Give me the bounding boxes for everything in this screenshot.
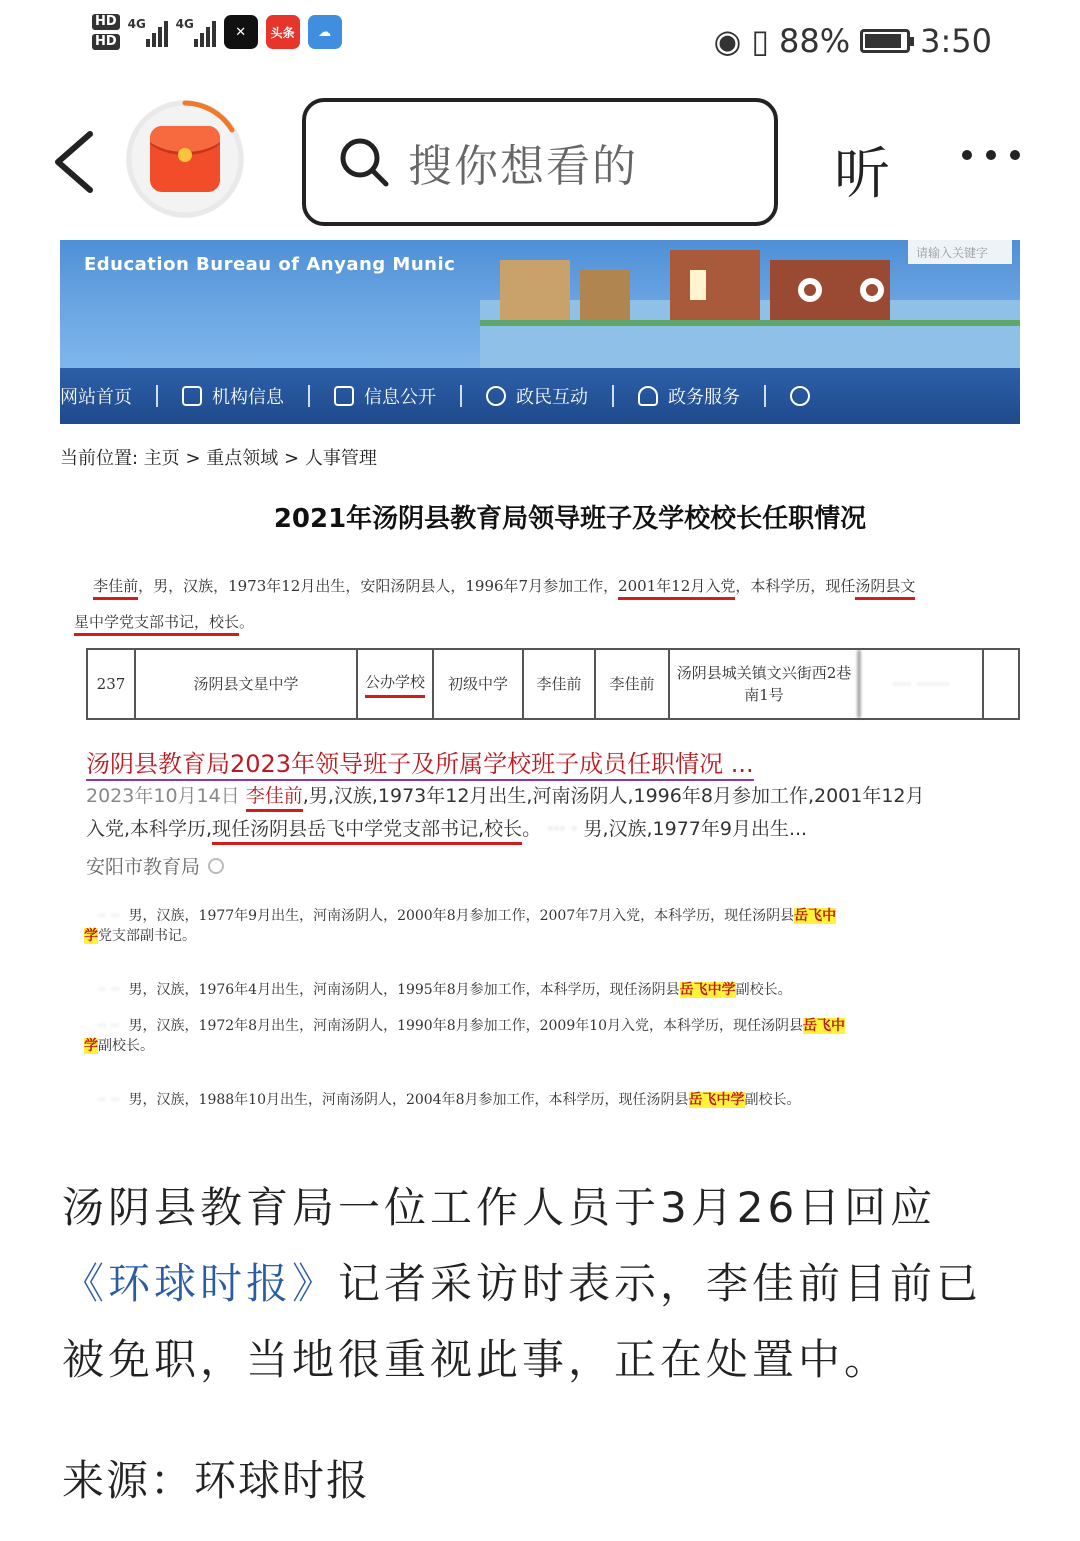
top-nav (0, 94, 1080, 234)
back-arrow-icon[interactable] (50, 130, 98, 194)
search-result-source: 安阳市教育局 (86, 852, 224, 879)
toutiao-app-icon: 头条 (266, 15, 300, 49)
table-cell: 公办学校 (365, 671, 425, 698)
table-cell: 237 (86, 650, 134, 718)
battery-percent: 88% (779, 22, 851, 60)
cap-icon (790, 386, 810, 406)
source-icon (208, 858, 224, 874)
search-box[interactable] (302, 98, 778, 226)
table-cell: 李佳前 (522, 650, 594, 718)
menu-org: 机构信息 (158, 383, 308, 409)
table-cell: 李佳前 (594, 650, 668, 718)
weather-app-icon: ☁ (308, 15, 342, 49)
site-menu (60, 368, 1020, 424)
article-image[interactable] (60, 240, 1020, 1122)
list-item: ·· ·· 男，汉族，1988年10月出生，河南汤阴人，2004年8月参加工作，本科学历，现任汤阴县岳飞中学副校长。 (97, 1092, 801, 1108)
banner-search-input: 请输入关键字 (908, 240, 1012, 264)
document-icon (334, 386, 354, 406)
list-item: ·· ·· 男，汉族，1977年9月出生，河南汤阴人，2000年8月参加工作，2007年7月入党，本科学历，现任汤阴县岳飞中 学党支部副书记。 (84, 908, 837, 944)
table-cell: 初级中学 (432, 650, 522, 718)
site-banner (60, 240, 1020, 368)
document-title: 2021年汤阴县教育局领导班子及学校校长任职情况 (273, 504, 867, 534)
vibrate-icon: ▯ (751, 22, 770, 60)
search-result-title: 汤阴县教育局2023年领导班子及所属学校班子成员任职情况 ... (86, 744, 754, 781)
article-paragraph: 汤阴县教育局一位工作人员于3月26日回应《环球时报》记者采访时表示，李佳前目前已被免职，当地很重视此事，正在处置中。 (62, 1183, 983, 1384)
clock: 3:50 (920, 22, 992, 60)
bio-paragraph: 李佳前，男，汉族，1973年12月出生，安阳汤阴县人，1996年7月参加工作，2001年12月入党，本科学历，现任汤阴县文 星中学党支部书记，校长。 (74, 568, 994, 640)
table-cell: ···· ······· (858, 650, 982, 718)
chat-icon (486, 386, 506, 406)
publication-link[interactable]: 《环球时报》 (62, 1259, 339, 1308)
search-icon (338, 136, 390, 188)
hd-icon: HD HD (92, 14, 120, 50)
table-cell: 汤阴县城关镇文兴街西2巷南1号 (668, 650, 858, 718)
list-item: ·· ·· 男，汉族，1972年8月出生，河南汤阴人，1990年8月参加工作，2009年10月入党，本科学历，现任汤阴县岳飞中 学副校长。 (84, 1018, 846, 1054)
search-result-snippet: 2023年10月14日 李佳前,男,汉族,1973年12月出生,河南汤阴人,1996年8月参加工作,2001年12月 入党,本科学历,现任汤阴县岳飞中学党支部书记,校长。 ··· · 男,汉族,1977年9月出生... (86, 780, 986, 846)
headset-icon (638, 386, 658, 406)
red-packet-button[interactable] (126, 100, 244, 218)
banner-subtitle: Education Bureau of Anyang Munic (84, 254, 456, 275)
menu-more (766, 386, 834, 406)
search-placeholder: 搜你想看的 (408, 141, 638, 192)
battery-icon (860, 29, 910, 53)
menu-services: 政务服务 (614, 383, 764, 409)
red-envelope-icon (150, 126, 220, 192)
breadcrumb: 当前位置: 主页 > 重点领域 > 人事管理 (60, 448, 377, 469)
table-cell: 汤阴县文星中学 (134, 650, 356, 718)
school-table-row (86, 648, 1020, 720)
menu-interaction: 政民互动 (462, 383, 612, 409)
signal-icon-2: 4G (176, 17, 216, 47)
eye-icon: ◉ (713, 22, 742, 60)
menu-info: 信息公开 (310, 383, 460, 409)
article-source: 来源：环球时报 (62, 1456, 371, 1505)
signal-icon: 4G (128, 17, 168, 47)
list-item: ·· ·· 男，汉族，1976年4月出生，河南汤阴人，1995年8月参加工作，本科学历，现任汤阴县岳飞中学副校长。 (97, 982, 792, 998)
more-options-icon[interactable] (962, 150, 1020, 160)
listen-button[interactable]: 听 (834, 142, 890, 207)
status-bar (0, 0, 1080, 86)
menu-home: 网站首页 (60, 387, 132, 408)
capcut-app-icon: ✕ (224, 15, 258, 49)
org-icon (182, 386, 202, 406)
